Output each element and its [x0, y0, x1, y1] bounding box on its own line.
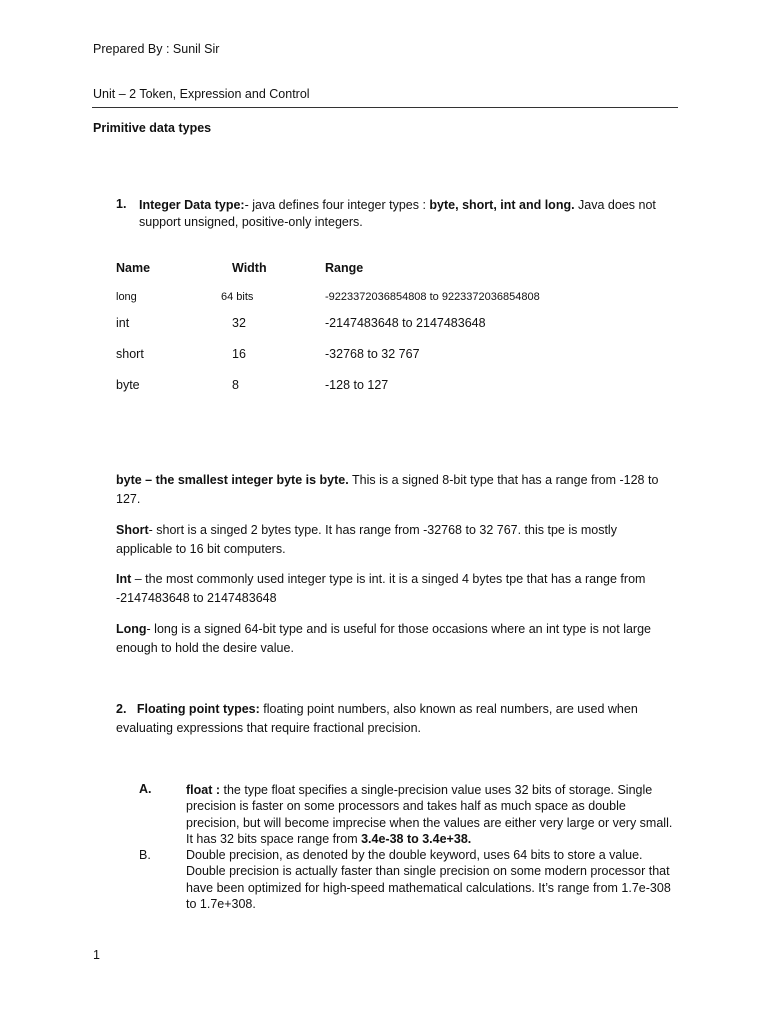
float-paragraph [186, 782, 676, 847]
byte-term: byte – the smallest integer byte is byte. [116, 473, 349, 487]
item-text: floating point numbers, also known as real numbers, are used when evaluating expressions that require fractional precision. [116, 702, 638, 735]
table-cell-range: -2147483648 to 2147483648 [325, 316, 486, 330]
table-header-width: Width [232, 261, 267, 275]
short-term: Short [116, 523, 149, 537]
section-title: Primitive data types [93, 121, 212, 135]
table-cell-name: long [116, 291, 137, 303]
int-term: Int [116, 572, 132, 586]
integer-data-type-paragraph [139, 197, 679, 231]
int-description [116, 570, 676, 608]
table-cell-width: 32 [232, 316, 246, 330]
prepared-by: Prepared By : Sunil Sir [93, 42, 220, 56]
page-number: 1 [93, 948, 100, 962]
item-number: 1. [116, 197, 127, 211]
short-text: - short is a singed 2 bytes type. It has range from -32768 to 32 767. this tpe is mostly applicable to 16 bit computers. [116, 523, 617, 556]
floating-point-paragraph [116, 700, 676, 738]
integer-type-list: byte, short, int and long. [429, 198, 575, 212]
table-header-name: Name [116, 261, 151, 275]
sub-item-letter: A. [139, 782, 152, 796]
item-text: - java defines four integer types : [244, 198, 430, 212]
table-cell-name: byte [116, 378, 140, 392]
short-description [116, 521, 676, 559]
table-cell-range: -9223372036854808 to 9223372036854808 [325, 291, 540, 303]
float-range: 3.4e-38 to 3.4e+38. [361, 831, 472, 846]
sub-item-letter: B. [139, 848, 151, 862]
table-header-range: Range [325, 261, 364, 275]
long-description [116, 620, 676, 658]
table-cell-name: int [116, 316, 130, 330]
header-divider [92, 107, 678, 108]
item-label: Floating point types: [136, 702, 260, 716]
table-cell-width: 8 [232, 378, 239, 392]
float-term: float : [186, 783, 221, 797]
table-cell-name: short [116, 347, 144, 361]
table-cell-width: 16 [232, 347, 246, 361]
table-cell-width: 64 bits [221, 291, 254, 303]
table-cell-range: -128 to 127 [325, 378, 389, 392]
item-text: Java does not support unsigned, positive-only integers. [139, 198, 656, 229]
long-text: - long is a signed 64-bit type and is useful for those occasions where an int type is not large enough to hold the desire value. [116, 622, 652, 655]
table-cell-range: -32768 to 32 767 [325, 347, 420, 361]
float-text: the type float specifies a single-precision value uses 32 bits of storage. Single precision is faster on some processors and takes half as much space as double precision, but will become imprecise when the values are either very large or very small. It has 32 bits space range from [186, 783, 673, 846]
item-number: 2. [116, 702, 127, 716]
byte-description [116, 471, 676, 509]
byte-text: This is a signed 8-bit type that has a range from -128 to 127. [116, 473, 659, 506]
int-text: – the most commonly used integer type is int. it is a singed 4 bytes tpe that has a range from -2147483648 to 2147483648 [116, 572, 646, 605]
long-term: Long [116, 622, 147, 636]
item-label: Integer Data type: [139, 198, 245, 212]
double-paragraph: Double precision, as denoted by the double keyword, uses 64 bits to store a value. Double precision is actually faster than single precision on some modern processor that have been optimized for high-speed mathematical calculations. It’s range from 1.7e-308 to 1.7e+308. [186, 848, 671, 911]
unit-title: Unit – 2 Token, Expression and Control [93, 87, 310, 101]
